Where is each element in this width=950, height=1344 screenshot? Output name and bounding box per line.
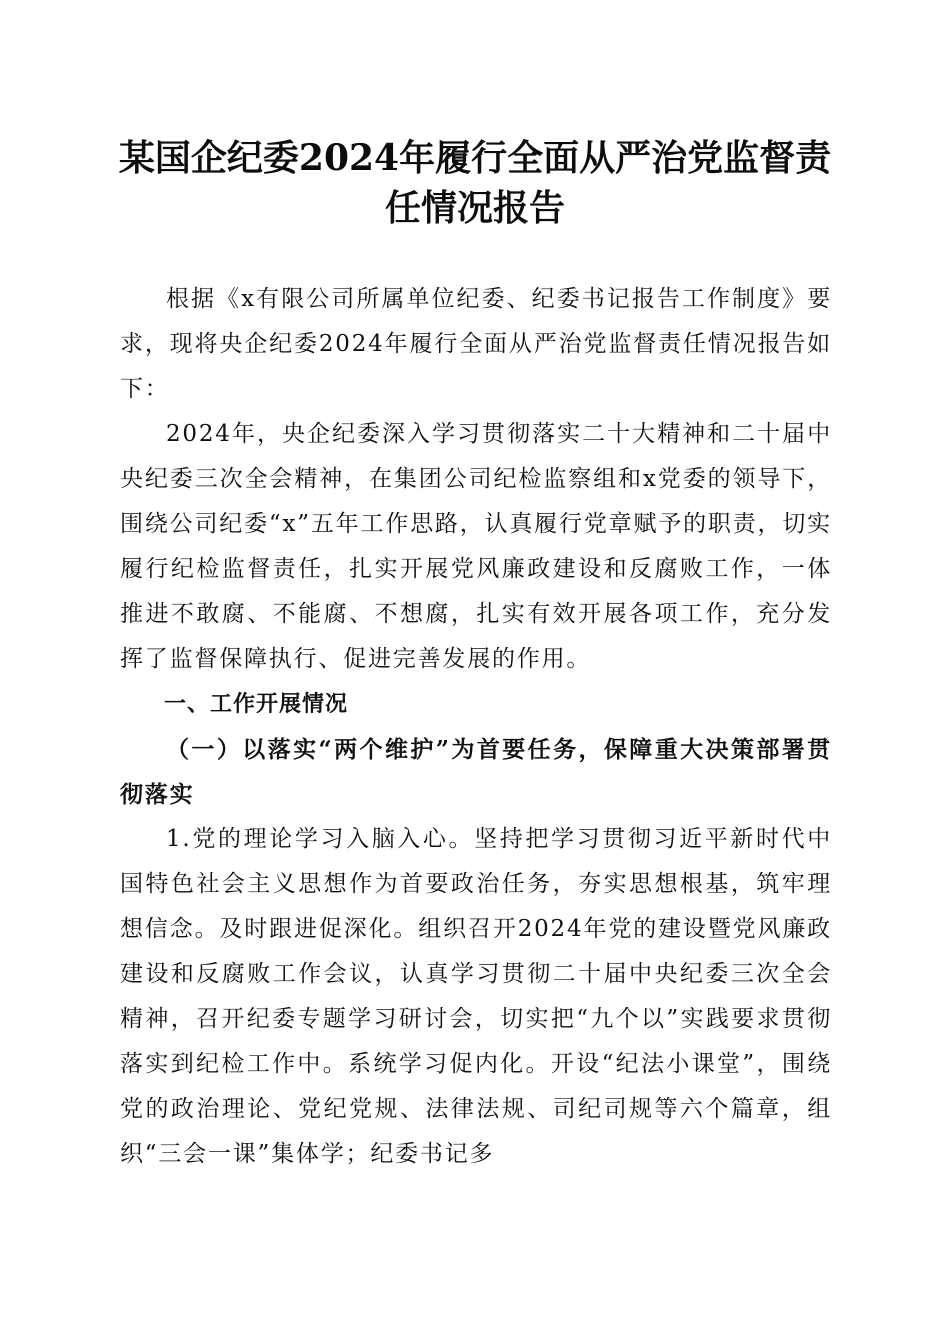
title-line-1: 某国企纪委2024年履行全面从严治党监督责 bbox=[118, 137, 832, 179]
title-line-2: 任情况报告 bbox=[384, 187, 565, 229]
document-body bbox=[120, 277, 832, 1177]
subsection-heading: （一）以落实“两个维护”为首要任务，保障重大决策部署贯彻落实 bbox=[120, 736, 832, 808]
intro-paragraph: 根据《x有限公司所属单位纪委、纪委书记报告工作制度》要求，现将央企纪委2024年履行全面从严治党监督责任情况报告如下： bbox=[120, 286, 832, 402]
section-heading: 一、工作开展情况 bbox=[164, 692, 349, 717]
item-paragraph: 1.党的理论学习入脑入心。坚持把学习贯彻习近平新时代中国特色社会主义思想作为首要政治任务，夯实思想根基，筑牢理想信念。及时跟进促深化。组织召开2024年党的建设暨党风廉政建设和反腐败工作会议，认真学习贯彻二十届中央纪委三次全会精神，召开纪委专题学习研讨会，切实把“九个以”实践要求贯彻落实到纪检工作中。系统学习促内化。开设“纪法小课堂”，围绕党的政治理论、党纪党规、法律法规、司纪司规等六个篇章，组织“三会一课”集体学；纪委书记多 bbox=[120, 826, 832, 1167]
overview-paragraph: 2024年，央企纪委深入学习贯彻落实二十大精神和二十届中央纪委三次全会精神，在集团公司纪检监察组和x党委的领导下，围绕公司纪委“x”五年工作思路，认真履行党章赋予的职责，切实履行纪检监督责任，扎实开展党风廉政建设和反腐败工作，一体推进不敢腐、不能腐、不想腐，扎实有效开展各项工作，充分发挥了监督保障执行、促进完善发展的作用。 bbox=[120, 421, 832, 672]
document-title bbox=[100, 133, 850, 233]
